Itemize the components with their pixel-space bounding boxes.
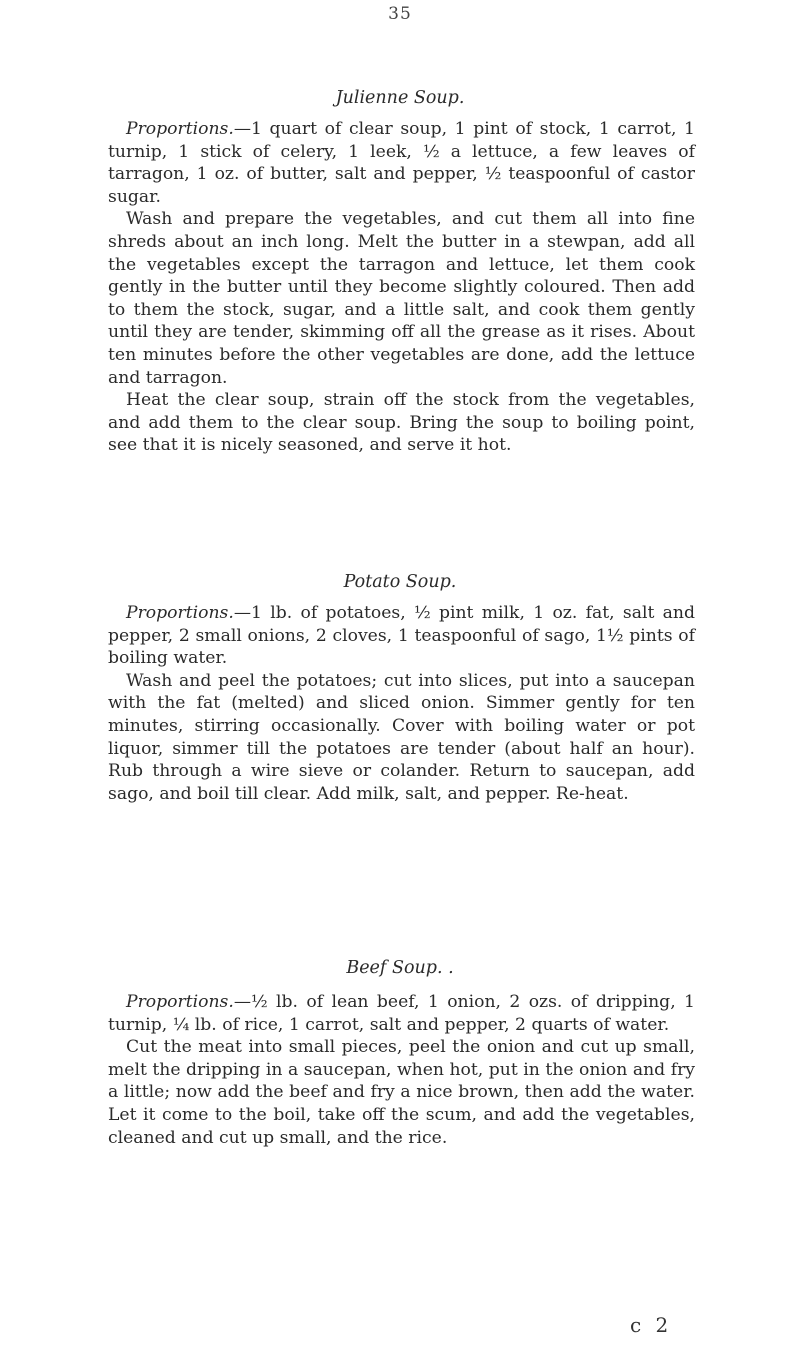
potato-method-paragraph: Wash and peel the potatoes; cut into slices, put into a saucepan with the fat (melted) and sliced onion. Simmer gently for ten minutes, stirring occasionally. Cover with boiling water or pot liquor, simmer till the potatoes are tender (about half an hour). Rub through a wire sieve or colander. Return to saucepan, add sago, and boil till clear. Add milk, salt, and pepper. Re-heat.: [108, 670, 695, 804]
beef-proportions: [108, 991, 695, 1036]
potato-proportions: [108, 602, 695, 670]
proportions-label: Proportions.: [126, 119, 234, 139]
potato-soup-heading: Potato Soup.: [343, 572, 457, 592]
proportions-text: —½ lb. of lean beef, 1 onion, 2 ozs. of dripping, 1 turnip, ¼ lb. of rice, 1 carrot, salt and pepper, 2 quarts of water.: [108, 992, 695, 1035]
julienne-soup-heading: Julienne Soup.: [335, 88, 465, 108]
julienne-method-paragraph: Wash and prepare the vegetables, and cut them all into fine shreds about an inch long. Melt the butter in a stewpan, add all the vegetables except the tarragon and lettuce, let them cook gently in the butter until they become slightly coloured. Then add to them the stock, sugar, and a little salt, and cook them gently until they are tender, skimming off all the grease as it rises. About ten minutes before the other vegetables are done, add the lettuce and tarragon.: [108, 209, 695, 388]
proportions-text: —1 lb. of potatoes, ½ pint milk, 1 oz. fat, salt and pepper, 2 small onions, 2 cloves, 1 teaspoonful of sago, 1½ pints of boiling water.: [108, 603, 695, 669]
julienne-soup-section: [108, 118, 695, 457]
proportions-text: —1 quart of clear soup, 1 pint of stock, 1 carrot, 1 turnip, 1 stick of celery, 1 leek, ½ a lettuce, a few leaves of tarragon, 1 oz. of butter, salt and pepper, ½ teaspoonful of castor sugar.: [108, 119, 695, 207]
julienne-method-paragraph-2: Heat the clear soup, strain off the stock from the vegetables, and add them to the clear soup. Bring the soup to boiling point, see that it is nicely seasoned, and serve it hot.: [108, 390, 695, 456]
signature-mark: c 2: [630, 1313, 673, 1337]
proportions-label: Proportions.: [126, 603, 234, 623]
beef-method-paragraph: Cut the meat into small pieces, peel the onion and cut up small, melt the dripping in a saucepan, when hot, put in the onion and fry a little; now add the beef and fry a nice brown, then add the water. Let it come to the boil, take off the scum, and add the vegetables, cleaned and cut up small, and the rice.: [108, 1037, 695, 1148]
page-number: 35: [388, 4, 412, 24]
beef-soup-heading: Beef Soup. .: [346, 958, 454, 978]
proportions-label: Proportions.: [126, 992, 234, 1012]
potato-soup-section: [108, 602, 695, 805]
beef-soup-section: [108, 991, 695, 1149]
julienne-proportions: [108, 118, 695, 208]
